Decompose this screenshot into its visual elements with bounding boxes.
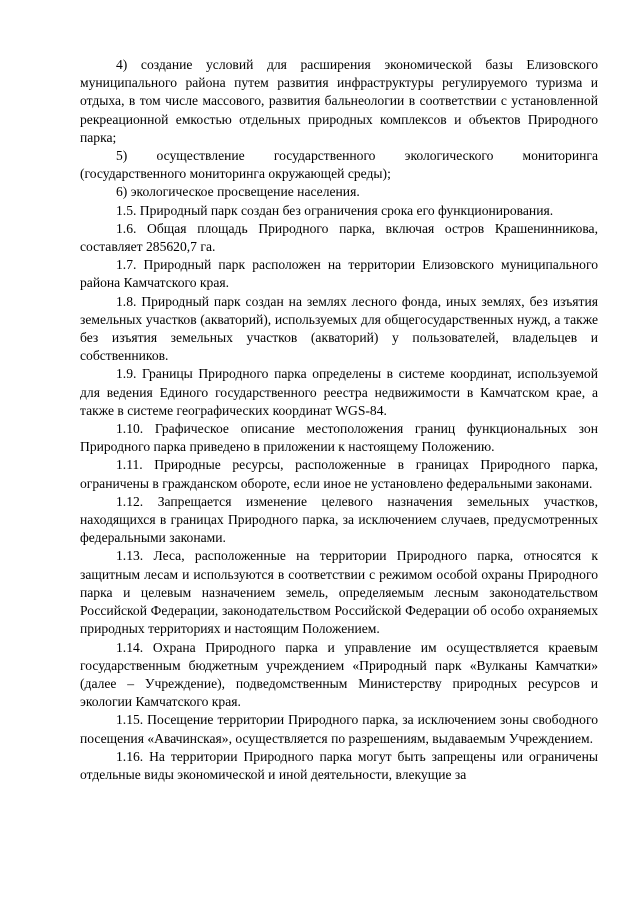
paragraph-1-7: 1.7. Природный парк расположен на территории Елизовского муниципального района Камчатского края. (80, 257, 598, 291)
paragraph-1-5: 1.5. Природный парк создан без ограничения срока его функционирования. (116, 202, 554, 218)
paragraph-1-15: 1.15. Посещение территории Природного парка, за исключением зоны свободного посещения «Авачинская», осуществляется по разрешениям, выдаваемым Учреждением. (80, 712, 598, 746)
paragraph-1-9: 1.9. Границы Природного парка определены в системе координат, используемой для ведения Единого государственного реестра недвижимости в Камчатском крае, а также в системе географических координат WGS-84. (80, 366, 598, 418)
paragraph-1-11: 1.11. Природные ресурсы, расположенные в границах Природного парка, ограничены в гражданском обороте, если иное не установлено федеральными законами. (80, 457, 598, 491)
paragraph-item-5-monitoring: 5) осуществление государственного экологического мониторинга (государственного мониторинга окружающей среды); (80, 148, 598, 182)
paragraph-1-13: 1.13. Леса, расположенные на территории Природного парка, относятся к защитным лесам и используются в соответствии с режимом особой охраны Природного парка и целевым назначением земель, определяемым лесным законодательством Российской Федерации, законодательством Российской Федерации об особо охраняемых природных территориях и настоящим Положением. (80, 548, 598, 637)
paragraph-item-6-education: 6) экологическое просвещение населения. (116, 184, 360, 200)
paragraph-item-4-infrastructure: 4) создание условий для расширения экономической базы Елизовского муниципального района путем развития инфраструктуры регулируемого туризма и отдыха, в том числе массового, развития бальнеологии в соответствии с установленной рекреационной емкостью отдельных природных комплексов и объектов Природного парка; (80, 57, 598, 145)
paragraph-1-6: 1.6. Общая площадь Природного парка, включая остров Крашенинникова, составляет 285620,7 га. (80, 220, 598, 255)
paragraph-1-8: 1.8. Природный парк создан на землях лесного фонда, иных землях, без изъятия земельных участков (акваторий), используемых для общегосударственных нужд, а также без изъятия земельных участков (акваторий) у пользователей, владельцев и собственников. (80, 293, 598, 364)
paragraph-1-10: 1.10. Графическое описание местоположения границ функциональных зон Природного парка приведено в приложении к настоящему Положению. (80, 421, 598, 455)
document-body (80, 56, 598, 784)
paragraph-1-16: 1.16. На территории Природного парка могут быть запрещены или ограничены отдельные виды экономической и иной деятельности, влекущие за (80, 748, 598, 782)
paragraph-1-14: 1.14. Охрана Природного парка и управление им осуществляется краевым государственным бюджетным учреждением «Природный парк «Вулканы Камчатки» (далее – Учреждение), подведомственным Министерству природных ресурсов и экологии Камчатского края. (80, 639, 598, 710)
paragraph-1-12: 1.12. Запрещается изменение целевого назначения земельных участков, находящихся в границах Природного парка, за исключением случаев, предусмотренных федеральными законами. (80, 493, 598, 546)
